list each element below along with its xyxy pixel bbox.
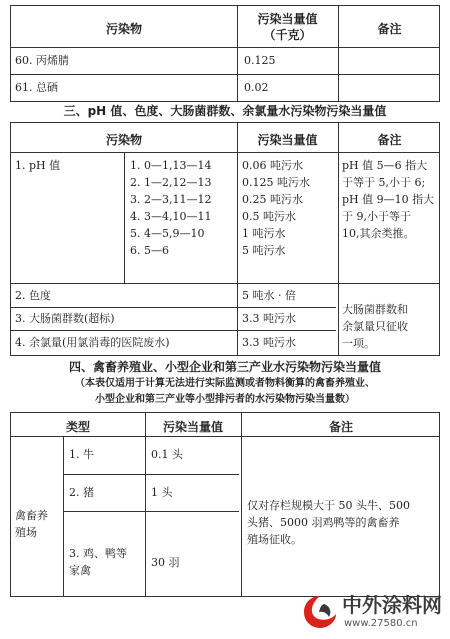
t3-row-chlorine-value: 3.3 吨污水 bbox=[242, 336, 296, 349]
ph-value: 0.125 吨污水 bbox=[242, 176, 310, 189]
section-4-subtitle-2: 小型企业和第三产业等小型排污者的水污染物污染当量数） bbox=[95, 394, 355, 405]
logo-url: www.27580.cn bbox=[344, 618, 418, 629]
t1-header-value: 污染当量值 （千克） bbox=[257, 12, 318, 42]
t3-header-note: 备注 bbox=[377, 133, 402, 147]
t1-header-pollutant: 污染物 bbox=[105, 22, 142, 36]
t4-row-cattle-value: 0.1 头 bbox=[151, 448, 183, 461]
section-3-title: 三、pH 值、色度、大肠菌群数、余氯量水污染物污染当量值 bbox=[63, 104, 387, 118]
ph-range: 2. 1—2,12—13 bbox=[130, 176, 212, 189]
ph-value: 0.25 吨污水 bbox=[242, 193, 303, 206]
t3-row-color-value: 5 吨水 · 倍 bbox=[242, 289, 296, 302]
ph-range: 1. 0—1,13—14 bbox=[130, 159, 212, 172]
t1-header-note: 备注 bbox=[377, 22, 402, 36]
table-4 bbox=[10, 412, 440, 597]
ph-value: 5 吨污水 bbox=[242, 244, 286, 257]
t4-row-pig-name: 2. 猪 bbox=[69, 486, 94, 499]
ph-range: 6. 5—6 bbox=[130, 244, 169, 257]
ph-range: 5. 4—5,9—10 bbox=[130, 227, 205, 240]
ph-note: pH 值 5—6 指大 于等于 5,小于 6; pH 值 9—10 指大 于 9,小于等于 10,其余类推。 bbox=[342, 159, 435, 240]
t4-header-value: 污染当量值 bbox=[162, 420, 223, 434]
table-3 bbox=[10, 122, 440, 356]
ph-label: 1. pH 值 bbox=[15, 159, 61, 172]
t4-group-label: 禽畜养 殖场 bbox=[15, 509, 48, 539]
ph-value: 1 吨污水 bbox=[242, 227, 286, 240]
section-4-subtitle-1: （本表仅适用于计算无法进行实际监测或者物料衡算的禽畜养殖业、 bbox=[75, 378, 375, 389]
ph-range: 4. 3—4,10—11 bbox=[130, 210, 212, 223]
t4-note: 仅对存栏规模大于 50 头牛、500 头猪、5000 羽鸡鸭等的禽畜养 殖场征收。 bbox=[247, 499, 410, 546]
ph-value: 0.5 吨污水 bbox=[242, 210, 296, 223]
t1-row1-name: 60. 丙烯腈 bbox=[15, 54, 69, 67]
t3-row-color-name: 2. 色度 bbox=[15, 289, 51, 302]
t3-row-chlorine-name: 4. 余氯量(用氯消毒的医院废水) bbox=[15, 336, 170, 349]
t4-header-note: 备注 bbox=[328, 420, 353, 434]
t4-row-cattle-name: 1. 牛 bbox=[69, 448, 94, 461]
t1-row2-value: 0.02 bbox=[244, 81, 269, 94]
t3-row-coliform-value: 3.3 吨污水 bbox=[242, 312, 296, 325]
t3-note-2: 大肠菌群数和 余氯量只征收 一项。 bbox=[342, 303, 408, 350]
ph-values bbox=[242, 157, 310, 259]
t4-row-poultry-name: 3. 鸡、鸭等 家禽 bbox=[69, 547, 127, 577]
t4-row-pig-value: 1 头 bbox=[151, 486, 173, 499]
watermark-logo bbox=[300, 592, 446, 634]
t1-row1-value: 0.125 bbox=[244, 54, 276, 67]
ph-ranges bbox=[130, 157, 211, 259]
section-4-title: 四、禽畜养殖业、小型企业和第三产业水污染物污染当量值 bbox=[68, 360, 381, 374]
logo-name: 中外涂料网 bbox=[342, 593, 442, 617]
t3-header-value: 污染当量值 bbox=[257, 133, 318, 147]
t4-header-type: 类型 bbox=[65, 420, 90, 434]
ph-range: 3. 2—3,11—12 bbox=[130, 193, 212, 206]
t1-row2-name: 61. 总硒 bbox=[15, 81, 58, 94]
ph-value: 0.06 吨污水 bbox=[242, 159, 303, 172]
t3-row-coliform-name: 3. 大肠菌群数(超标) bbox=[15, 312, 115, 325]
logo-mark-icon bbox=[300, 592, 340, 632]
table-1 bbox=[10, 5, 440, 102]
t4-row-poultry-value: 30 羽 bbox=[151, 556, 180, 569]
t3-header-pollutant: 污染物 bbox=[105, 133, 142, 147]
